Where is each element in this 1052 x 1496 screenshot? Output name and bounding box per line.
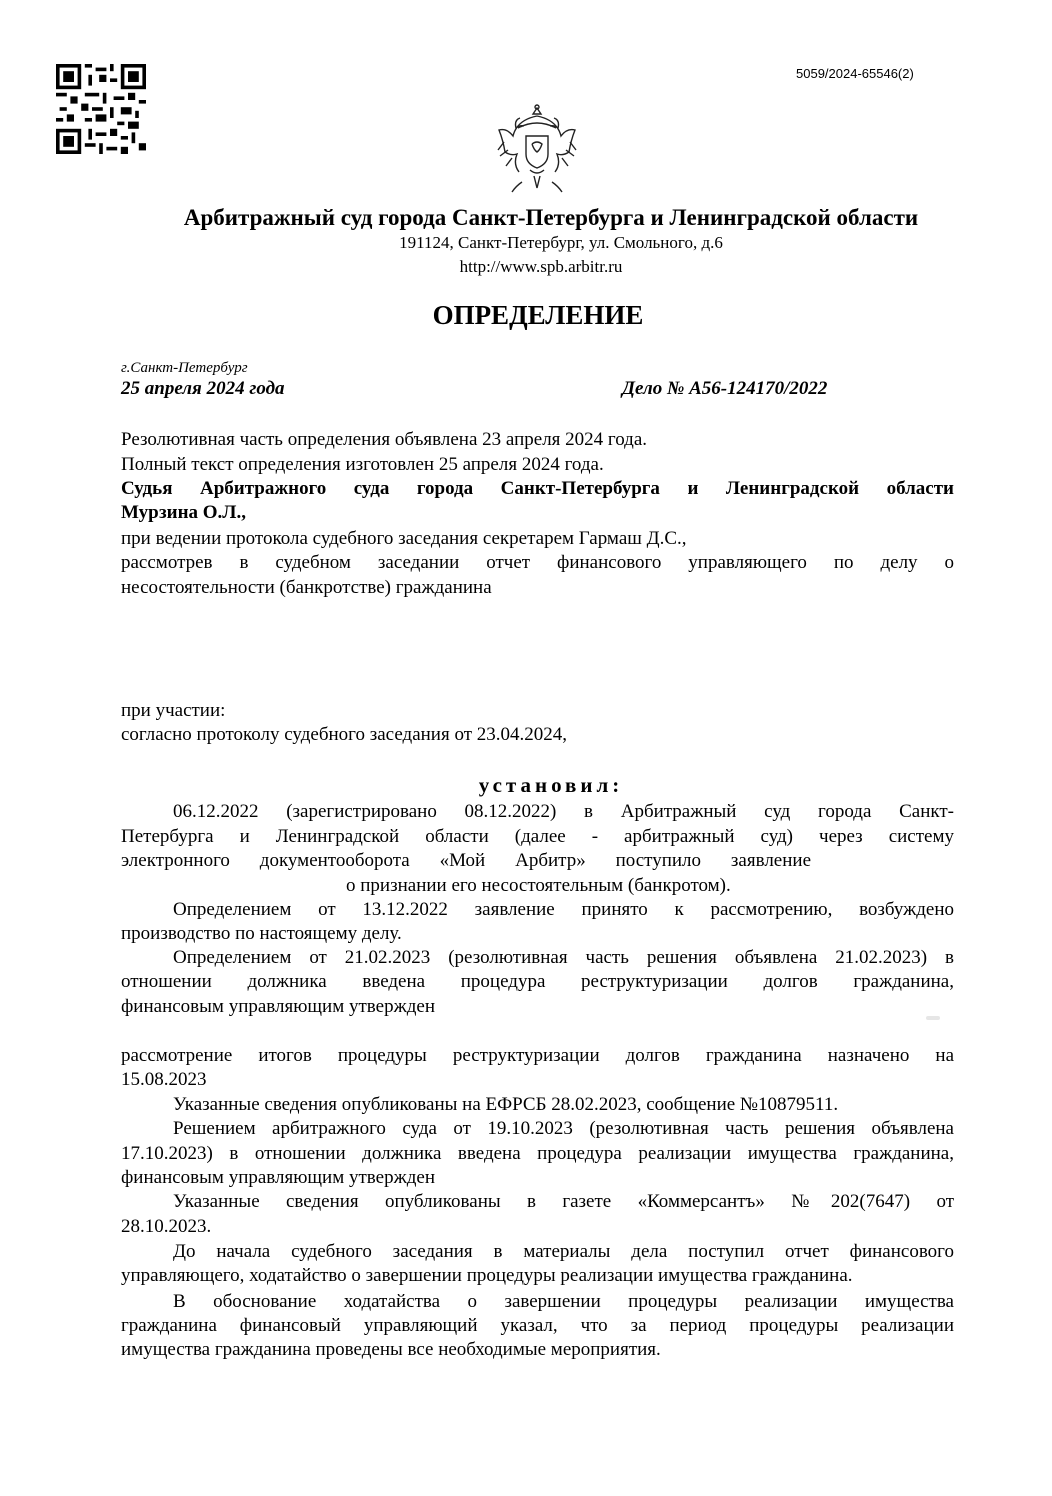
intro-line: Резолютивная часть определения объявлена 23 апреля 2024 года.: [121, 429, 648, 450]
court-name: Арбитражный суд города Санкт-Петербурга и Ленинградской области: [183, 205, 919, 230]
court-website: http://www.spb.arbitr.ru: [459, 257, 623, 276]
body-line: электронного документооборота «Мой Арбитр» поступило заявление: [121, 850, 811, 871]
consider-line: несостоятельности (банкротстве) гражданина: [121, 577, 492, 598]
body-line: финансовым управляющим утвержден: [121, 996, 435, 1017]
body-line: производство по настоящему делу.: [121, 923, 402, 944]
judge-name: Мурзина О.Л.,: [121, 502, 246, 523]
case-number: Дело № А56-124170/2022: [622, 378, 828, 399]
body-line: имущества гражданина проведены все необходимые мероприятия.: [121, 1339, 661, 1360]
secretary-line: при ведении протокола судебного заседания секретарем Гармаш Д.С.,: [121, 528, 687, 549]
body-line: Указанные сведения опубликованы на ЕФРСБ 28.02.2023, сообщение №10879511.: [173, 1094, 839, 1115]
qr-code-icon: [56, 64, 146, 154]
body-line: о признании его несостоятельным (банкротом).: [346, 875, 731, 896]
city: г.Санкт-Петербург: [121, 360, 248, 376]
body-line: Решением арбитражного суда от 19.10.2023 (резолютивная часть решения объявлена: [173, 1118, 954, 1139]
body-line: До начала судебного заседания в материалы дела поступил отчет финансового: [173, 1241, 954, 1262]
body-line: Петербурга и Ленинградской области (далее - арбитражный суд) через систему: [121, 826, 954, 847]
court-address: 191124, Санкт-Петербург, ул. Смольного, д.6: [399, 233, 723, 252]
body-line: В обоснование ходатайства о завершении процедуры реализации имущества: [173, 1291, 954, 1312]
body-line: Определением от 21.02.2023 (резолютивная часть решения объявлена 21.02.2023) в: [173, 947, 954, 968]
participation-line: при участии:: [121, 700, 226, 721]
body-line: 06.12.2022 (зарегистрировано 08.12.2022) в Арбитражный суд города Санкт-: [173, 801, 954, 822]
document-number: 5059/2024-65546(2): [796, 66, 914, 81]
intro-line: Полный текст определения изготовлен 25 апреля 2024 года.: [121, 454, 604, 475]
body-line: 15.08.2023: [121, 1069, 207, 1090]
body-line: рассмотрение итогов процедуры реструктуризации долгов гражданина назначено на: [121, 1045, 954, 1066]
document-date: 25 апреля 2024 года: [121, 378, 285, 399]
document-title: ОПРЕДЕЛЕНИЕ: [432, 300, 644, 330]
body-line: управляющего, ходатайство о завершении процедуры реализации имущества гражданина.: [121, 1265, 853, 1286]
body-line: финансовым управляющим утвержден: [121, 1167, 435, 1188]
coat-of-arms-icon: [492, 102, 582, 194]
protocol-line: согласно протоколу судебного заседания от 23.04.2024,: [121, 724, 567, 745]
body-line: 28.10.2023.: [121, 1216, 212, 1237]
body-line: Указанные сведения опубликованы в газете «Коммерсантъ» №202(7647) от: [173, 1191, 954, 1212]
consider-line: рассмотрев в судебном заседании отчет финансового управляющего по делу о: [121, 552, 954, 573]
redaction-mark: [926, 1016, 940, 1020]
body-line: гражданина финансовый управляющий указал, что за период процедуры реализации: [121, 1315, 954, 1336]
established-heading: установил:: [478, 773, 624, 797]
body-line: 17.10.2023) в отношении должника введена процедура реализации имущества гражданина,: [121, 1143, 954, 1164]
judge-line: Судья Арбитражного суда города Санкт-Петербурга и Ленинградской области: [121, 478, 954, 499]
body-line: отношении должника введена процедура реструктуризации долгов гражданина,: [121, 971, 954, 992]
body-line: Определением от 13.12.2022 заявление принято к рассмотрению, возбуждено: [173, 899, 954, 920]
